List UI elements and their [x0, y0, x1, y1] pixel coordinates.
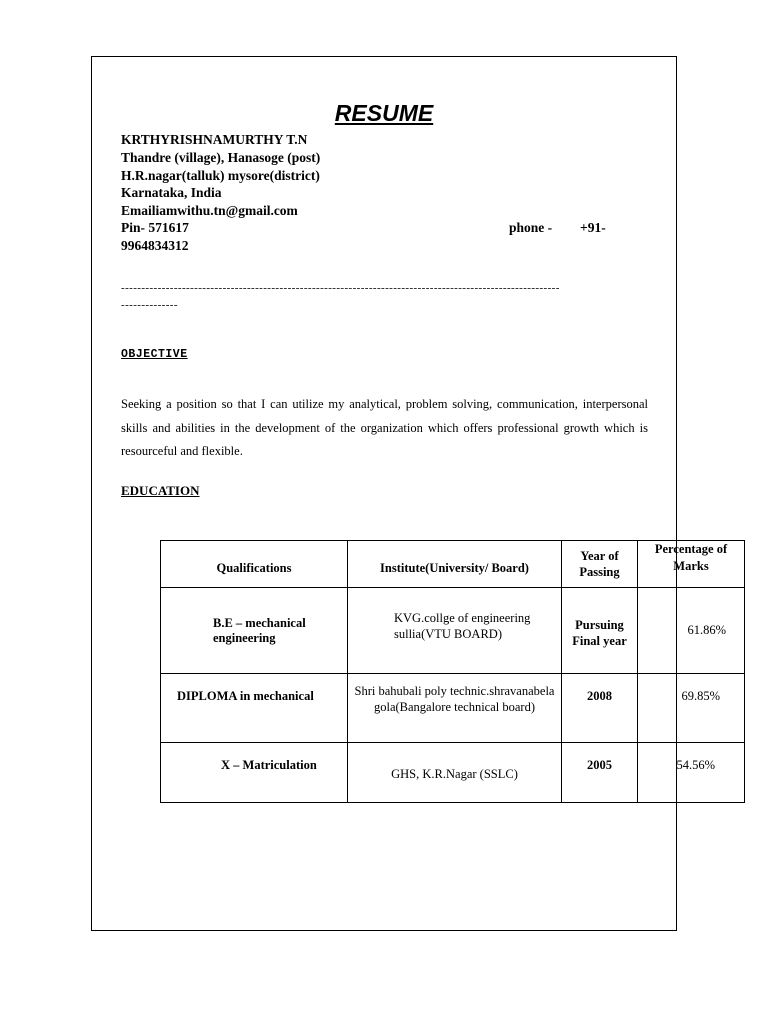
cell-year: 2008 — [562, 674, 638, 743]
header-percentage: Percentage of Marks — [638, 541, 745, 588]
table-row — [161, 588, 745, 674]
divider-line: ------------------------------------------------------------------------------------------------------------ — [121, 282, 560, 294]
cell-percentage: 54.56% — [638, 743, 745, 803]
cell-qualification: DIPLOMA in mechanical — [161, 674, 348, 743]
phone-label: phone - — [509, 220, 553, 235]
header-qualifications: Qualifications — [161, 541, 348, 588]
address-line-2: H.R.nagar(talluk) mysore(district) — [121, 168, 320, 183]
email-text: Emailiamwithu.tn@gmail.com — [121, 203, 298, 218]
pin-code: Pin- 571617 — [121, 220, 189, 235]
cell-institute: Shri bahubali poly technic.shravanabelagola(Bangalore technical board) — [348, 674, 562, 743]
header-year: Year of Passing — [562, 541, 638, 588]
objective-heading: OBJECTIVE — [121, 348, 188, 361]
education-table — [160, 540, 745, 803]
cell-institute: GHS, K.R.Nagar (SSLC) — [348, 743, 562, 803]
table-header-row — [161, 541, 745, 588]
header-institute: Institute(University/ Board) — [348, 541, 562, 588]
phone-prefix: +91- — [580, 220, 606, 235]
cell-percentage: 69.85% — [638, 674, 745, 743]
phone-number: 9964834312 — [121, 238, 189, 253]
cell-qualification: X – Matriculation — [161, 743, 348, 803]
cell-year: 2005 — [562, 743, 638, 803]
divider-line-continued: -------------- — [121, 299, 178, 311]
cell-year: Pursuing Final year — [562, 588, 638, 674]
education-heading: EDUCATION — [121, 483, 200, 498]
candidate-name: KRTHYRISHNAMURTHY T.N — [121, 132, 308, 147]
objective-text: Seeking a position so that I can utilize my analytical, problem solving, communication, interpersonal skills and abilities in the development of the organization which offers professional growth which is resourceful and flexible. — [121, 397, 648, 458]
resume-title: RESUME — [334, 100, 434, 126]
cell-institute: KVG.collge of engineering sullia(VTU BOARD) — [348, 588, 562, 674]
table-row — [161, 674, 745, 743]
address-line-3: Karnataka, India — [121, 185, 222, 200]
address-line-1: Thandre (village), Hanasoge (post) — [121, 150, 321, 165]
table-row — [161, 743, 745, 803]
cell-percentage: 61.86% — [638, 588, 745, 674]
cell-qualification: B.E – mechanical engineering — [161, 588, 348, 674]
